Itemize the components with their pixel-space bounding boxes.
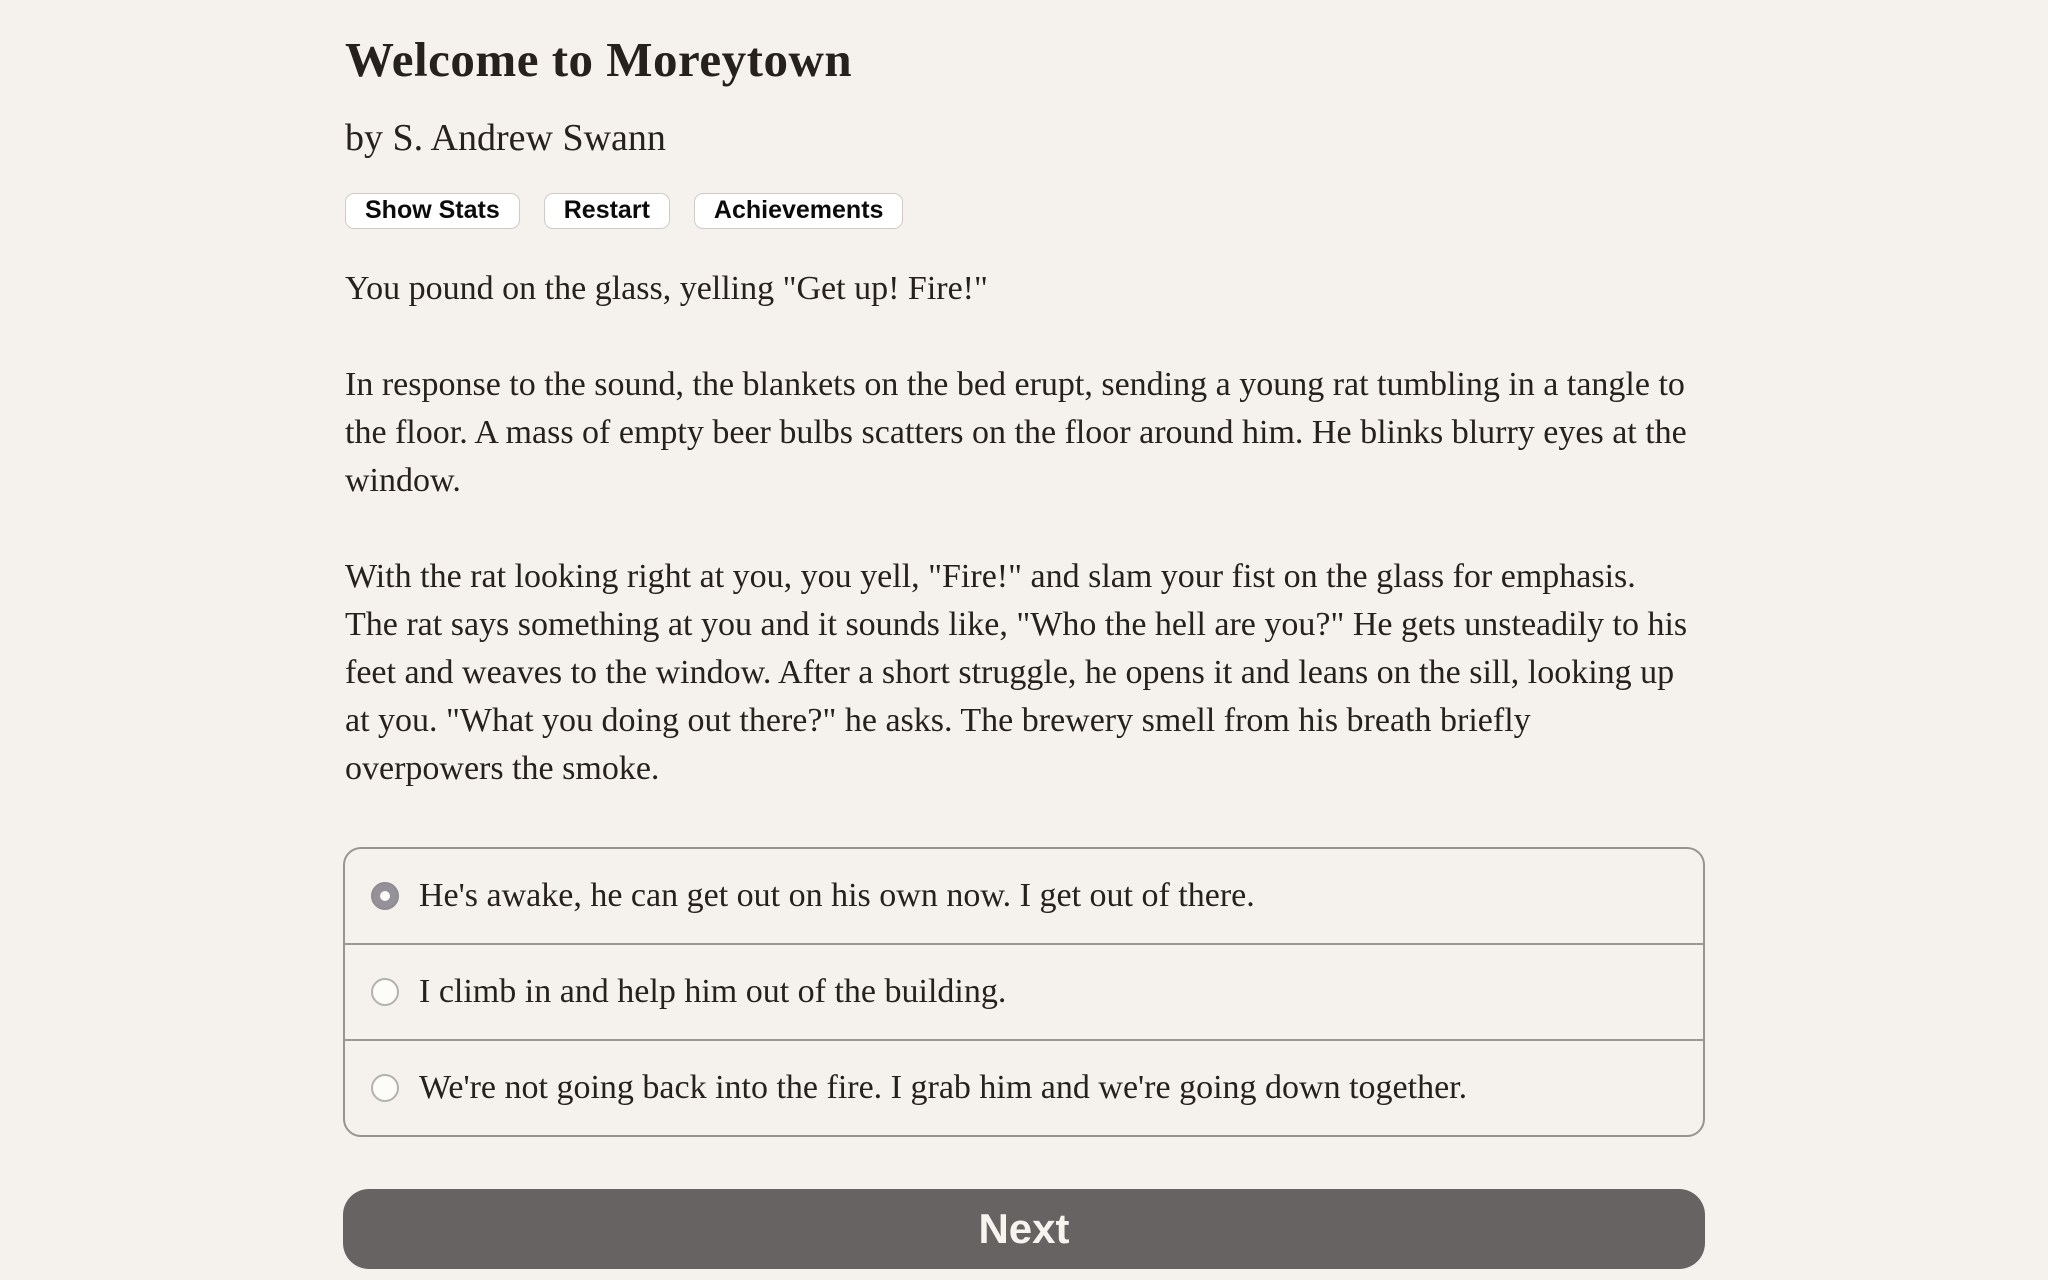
show-stats-button[interactable]: Show Stats [345, 193, 520, 229]
story-text [343, 265, 1705, 793]
next-button[interactable]: Next [343, 1189, 1705, 1269]
achievements-button[interactable]: Achievements [694, 193, 904, 229]
restart-button[interactable]: Restart [544, 193, 670, 229]
choice-label: We're not going back into the fire. I grab him and we're going down together. [419, 1068, 1468, 1106]
choice-option-3[interactable] [345, 1039, 1703, 1135]
toolbar [345, 193, 1705, 229]
choice-option-2[interactable] [345, 943, 1703, 1039]
radio-button[interactable] [371, 882, 399, 910]
choice-option-1[interactable] [345, 849, 1703, 943]
story-paragraph: With the rat looking right at you, you yell, "Fire!" and slam your fist on the glass for emphasis. The rat says something at you and it sounds like, "Who the hell are you?" He gets unsteadily to his feet and weaves to the window. After a short struggle, he opens it and leans on the sill, looking up at you. "What you doing out there?" he asks. The brewery smell from his breath briefly overpowers the smoke. [345, 557, 1688, 787]
radio-button[interactable] [371, 978, 399, 1006]
story-paragraph: You pound on the glass, yelling "Get up! Fire!" [345, 269, 988, 307]
choice-label: He's awake, he can get out on his own now. I get out of there. [419, 876, 1255, 914]
page-title: Welcome to Moreytown [345, 32, 853, 87]
choices-box [343, 847, 1705, 1137]
radio-button[interactable] [371, 1074, 399, 1102]
radio-dot [380, 891, 390, 901]
page-author: by S. Andrew Swann [345, 117, 666, 160]
page-container [343, 0, 1705, 1269]
story-paragraph: In response to the sound, the blankets on the bed erupt, sending a young rat tumbling in a tangle to the floor. A mass of empty beer bulbs scatters on the floor around him. He blinks blurry eyes at the window. [345, 365, 1687, 499]
choice-label: I climb in and help him out of the building. [419, 972, 1007, 1010]
